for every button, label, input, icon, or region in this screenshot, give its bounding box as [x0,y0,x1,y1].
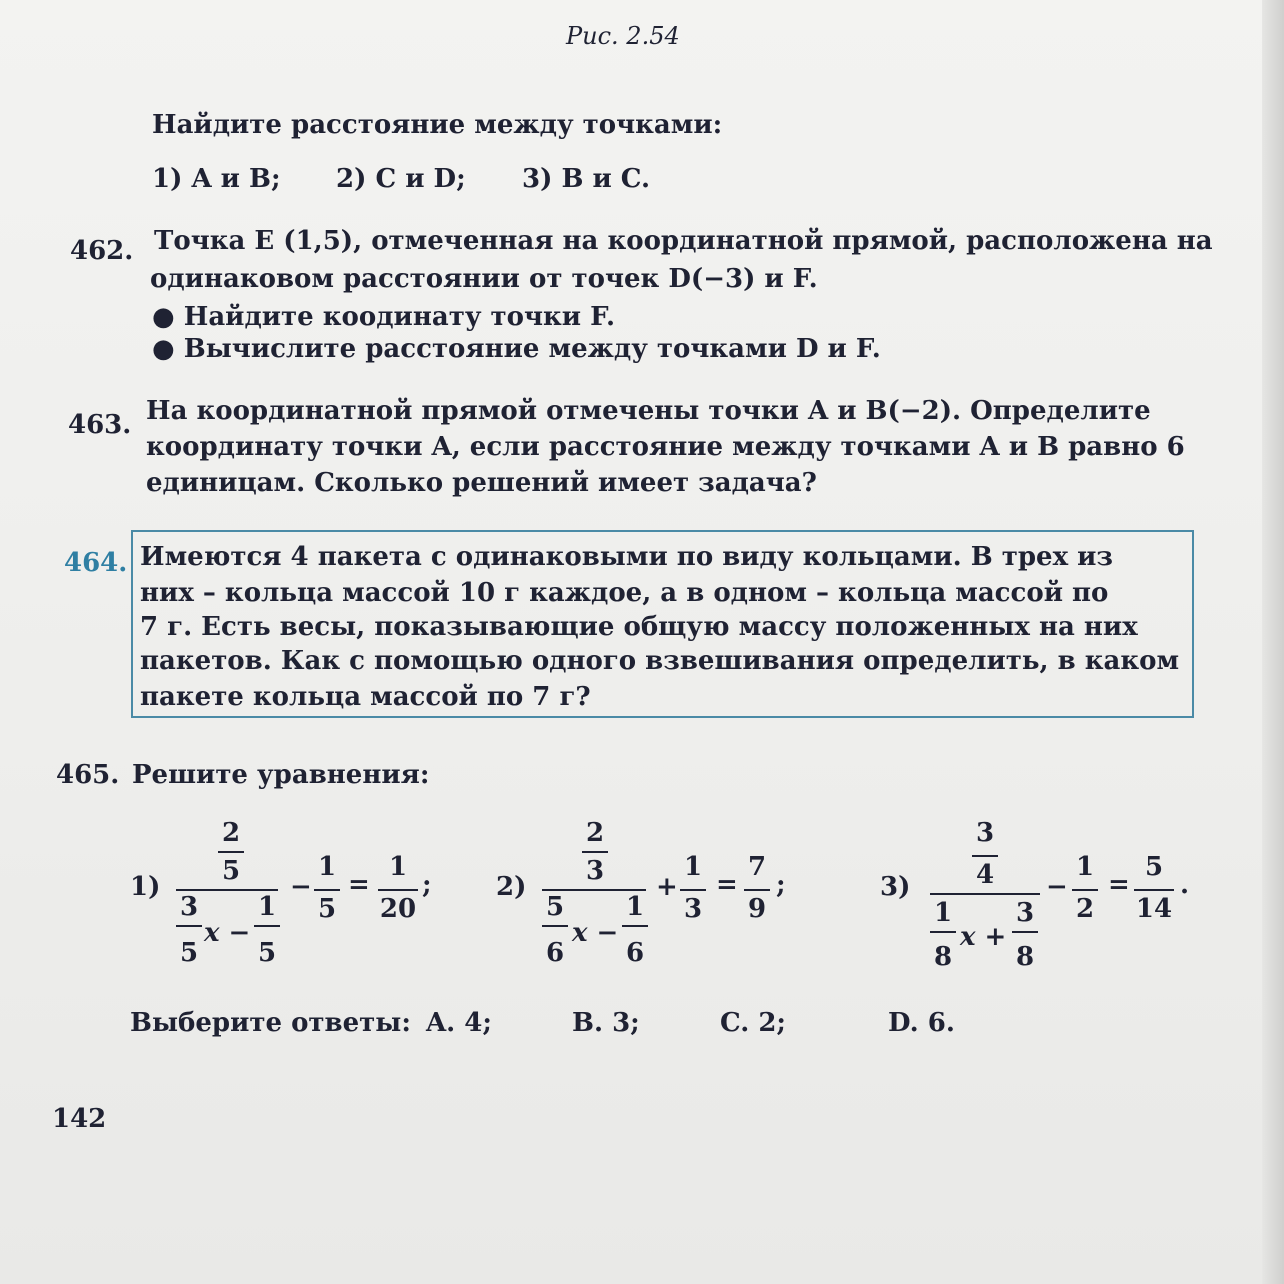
task-464-line5: пакете кольца массой по 7 г? [140,682,591,712]
eq1-top-numerator: 2 [221,818,241,848]
page-edge [1262,0,1284,1284]
eq2-br-denominator: 6 [625,938,645,968]
answers-label: Выберите ответы: [130,1008,411,1038]
eq3-top-denominator: 4 [975,860,995,890]
eq1-op: − [290,872,312,902]
task-462-bullet-1: ● Найдите коодинату точки F. [152,302,616,332]
eq1-res-denominator: 20 [379,894,417,924]
fraction-bar [314,889,340,891]
fraction-bar [582,851,608,853]
eq2-var: x − [572,918,619,948]
fraction-bar [972,855,998,857]
task-464-line1: Имеются 4 пакета с одинаковыми по виду кольцами. В трех из [140,542,1113,572]
eq1-bl-denominator: 5 [179,938,199,968]
task-464-number: 464. [64,548,128,578]
fraction-bar [254,925,280,927]
fraction-bar [930,931,956,933]
eq3-equals: = [1108,870,1130,900]
task-462-number: 462. [70,236,134,266]
eq2-top-numerator: 2 [585,818,605,848]
task-465-number: 465. [56,760,120,790]
task-463-line2: координату точки A, если расстояние между точками A и B равно 6 [146,432,1185,462]
task-465-title: Решите уравнения: [132,760,430,790]
fraction-bar [176,925,202,927]
eq2-op: + [656,872,678,902]
eq1-bl-numerator: 3 [179,892,199,922]
task-464-line3: 7 г. Есть весы, показывающие общую массу положенных на них [140,612,1138,642]
eq1-label: 1) [130,872,161,902]
eq3-br-denominator: 8 [1015,942,1035,972]
eq1-top-denominator: 5 [221,856,241,886]
eq2-equals: = [716,870,738,900]
eq2-bl-numerator: 5 [545,892,565,922]
answer-c: C. 2; [720,1008,787,1038]
fraction-bar [218,851,244,853]
eq3-op: − [1046,872,1068,902]
figure-caption: Рис. 2.54 [566,22,680,50]
eq1-end: ; [422,870,432,900]
task-463-line1: На координатной прямой отмечены точки A и B(−2). Определите [146,396,1151,426]
fraction-bar [680,889,706,891]
eq1-mid-denominator: 5 [317,894,337,924]
fraction-bar [1134,889,1174,891]
eq2-br-numerator: 1 [625,892,645,922]
answer-d: D. 6. [888,1008,955,1038]
task-464-line4: пакетов. Как с помощью одного взвешивания определить, в каком [140,646,1180,676]
eq3-end: . [1180,870,1190,900]
main-fraction-bar [176,889,278,891]
eq3-bl-denominator: 8 [933,942,953,972]
eq2-mid-numerator: 1 [683,852,703,882]
task-462-bullet-2: ● Вычислите расстояние между точками D и F. [152,334,881,364]
eq1-res-numerator: 1 [388,852,408,882]
task-462-line1: Точка E (1,5), отмеченная на координатной прямой, расположена на [154,226,1213,256]
eq3-bl-numerator: 1 [933,898,953,928]
intro-item-2: 2) C и D; [336,164,466,194]
eq2-mid-denominator: 3 [683,894,703,924]
fraction-bar [1072,889,1098,891]
task-462-line2: одинаковом расстоянии от точек D(−3) и F. [150,264,818,294]
eq2-res-denominator: 9 [747,894,767,924]
eq2-top-denominator: 3 [585,856,605,886]
eq3-top-numerator: 3 [975,818,995,848]
intro-title: Найдите расстояние между точками: [152,110,723,140]
eq1-equals: = [348,870,370,900]
fraction-bar [744,889,770,891]
eq3-mid-denominator: 2 [1075,894,1095,924]
fraction-bar [1012,931,1038,933]
eq1-var: x − [204,918,251,948]
eq3-mid-numerator: 1 [1075,852,1095,882]
eq2-end: ; [776,870,786,900]
page-number: 142 [52,1104,107,1134]
eq2-bl-denominator: 6 [545,938,565,968]
task-464-line2: них – кольца массой 10 г каждое, а в одном – кольца массой по [140,578,1109,608]
eq3-label: 3) [880,872,911,902]
main-fraction-bar [542,889,646,891]
eq2-label: 2) [496,872,527,902]
intro-item-3: 3) B и C. [522,164,651,194]
answer-b: B. 3; [572,1008,640,1038]
eq3-var: x + [960,922,1007,952]
eq1-br-denominator: 5 [257,938,277,968]
fraction-bar [622,925,648,927]
eq3-res-denominator: 14 [1135,894,1173,924]
eq3-res-numerator: 5 [1144,852,1164,882]
eq3-br-numerator: 3 [1015,898,1035,928]
eq2-res-numerator: 7 [747,852,767,882]
eq1-mid-numerator: 1 [317,852,337,882]
bullet-text: Найдите коодинату точки F. [183,302,616,332]
task-463-number: 463. [68,410,132,440]
fraction-bar [378,889,418,891]
main-fraction-bar [930,893,1040,895]
fraction-bar [542,925,568,927]
intro-item-1: 1) A и B; [152,164,281,194]
eq1-br-numerator: 1 [257,892,277,922]
bullet-text: Вычислите расстояние между точками D и F. [183,334,881,364]
answer-a: A. 4; [426,1008,492,1038]
task-463-line3: единицам. Сколько решений имеет задача? [146,468,817,498]
